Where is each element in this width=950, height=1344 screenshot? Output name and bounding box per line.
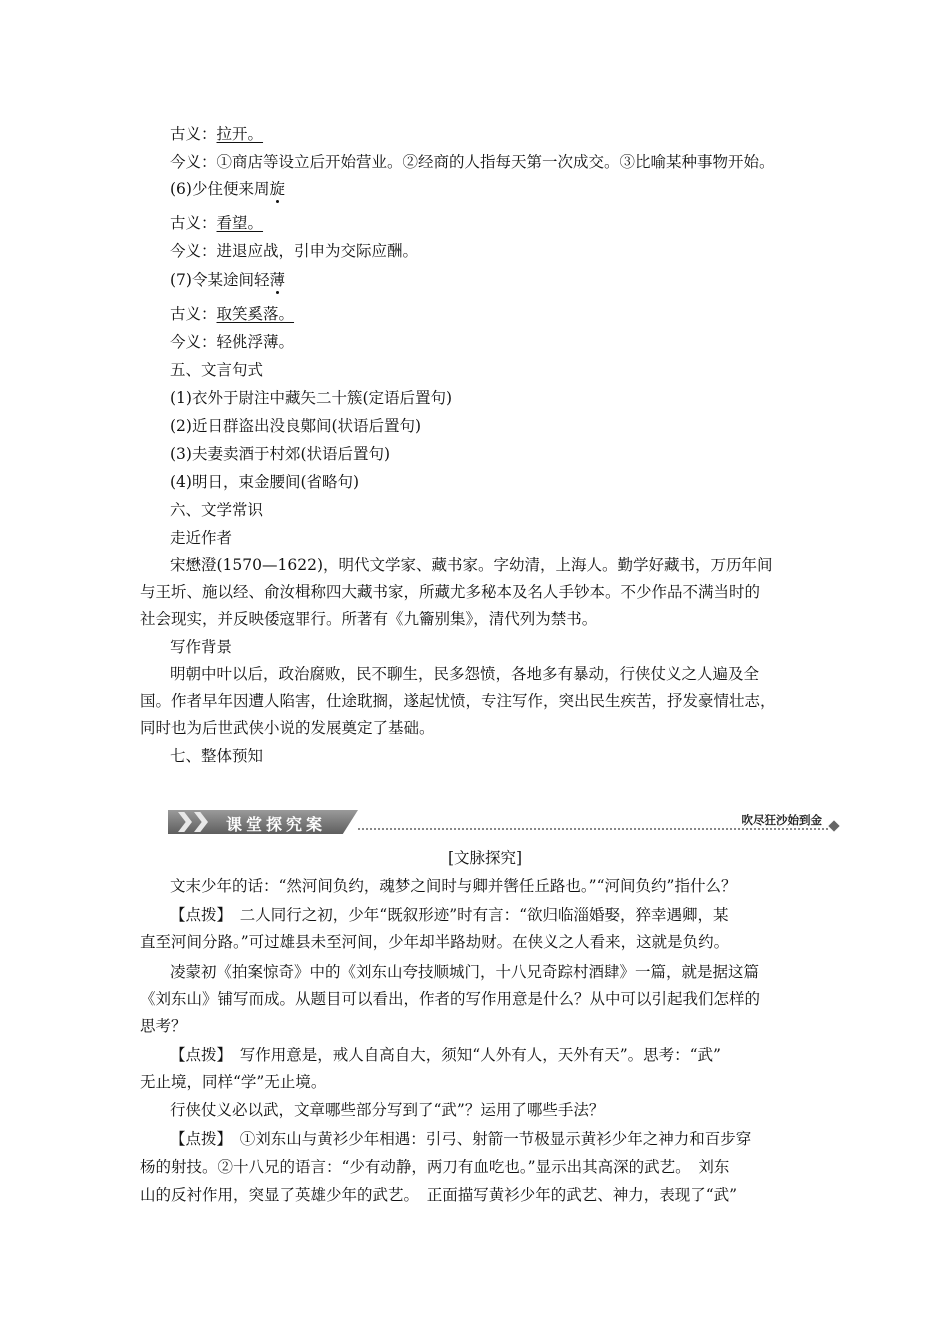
- answer-2-cont: 无止境，同样“学”无止境。: [140, 1073, 327, 1091]
- section-banner: [168, 810, 838, 836]
- gloss-modern-1: 今义：①商店等设立后开始营业。②经商的人指每天第一次成交。③比喻某种事物开始。: [170, 153, 775, 171]
- sentence-1: (1)衣外于尉注中藏矢二十簇(定语后置句): [170, 389, 453, 407]
- question-2-end: 思考？: [140, 1017, 187, 1035]
- background-para-2: 国。作者早年因遭人陷害，仕途耽搁，遂起忧愤，专注写作，突出民生疾苦，抒发豪情壮志，: [140, 692, 776, 710]
- background-para-3: 同时也为后世武侠小说的发展奠定了基础。: [140, 719, 435, 737]
- answer-3-cont: 杨的射技。②十八兄的语言：“少有动静，两刀有血吃也。”显示出其高深的武艺。 刘东: [140, 1158, 730, 1176]
- answer-3-end: 山的反衬作用，突显了英雄少年的武艺。 正面描写黄衫少年的武艺、神力，表现了“武”: [140, 1186, 738, 1204]
- author-para-1: 宋懋澄(1570—1622)，明代文学家、藏书家。字幼清，上海人。勤学好藏书，万历年间: [170, 556, 773, 574]
- answer-3: 【点拨】 ①刘东山与黄衫少年相遇：引弓、射箭一节极显示黄衫少年之神力和百步穿: [170, 1130, 752, 1148]
- question-3: 行侠仗义必以武，文章哪些部分写到了“武”？运用了哪些手法？: [170, 1101, 605, 1119]
- author-para-3: 社会现实，并反映倭寇罪行。所著有《九籥别集》，清代列为禁书。: [140, 610, 598, 628]
- question-1: 文末少年的话：“然河间负约，魂梦之间时与卿并辔任丘路也。”“河间负约”指什么？: [170, 877, 737, 895]
- question-2-cont: 《刘东山》铺写而成。从题目可以看出，作者的写作用意是什么？从中可以引起我们怎样的: [140, 990, 761, 1008]
- gloss-modern-2: 今义：进退应战，引申为交际应酬。: [170, 242, 419, 260]
- banner-title: 课堂探究案: [226, 815, 327, 834]
- sentence-3: (3)夫妻卖酒于村郊(状语后置句): [170, 445, 391, 463]
- heading-7: 七、整体预知: [170, 747, 264, 765]
- heading-5: 五、文言句式: [170, 361, 264, 379]
- answer-2: 【点拨】 写作用意是，戒人自高自大，须知“人外有人，天外有天”。思考：“武”: [170, 1046, 721, 1064]
- diamond-icon: [828, 820, 839, 831]
- answer-1-cont: 直至河间分路。”可过雄县未至河间，少年却半路劫财。在侠义之人看来，这就是负约。: [140, 933, 730, 951]
- banner-slogan: 吹尽狂沙始到金: [741, 813, 822, 827]
- section-heading: [文脉探究]: [447, 849, 523, 867]
- gloss-ancient-2: 古义：看望。: [170, 214, 264, 232]
- answer-1: 【点拨】 二人同行之初，少年“既叙形迹”时有言：“欲归临淄婚娶，猝幸遇卿，某: [170, 906, 729, 924]
- gloss-modern-3: 今义：轻佻浮薄。: [170, 333, 295, 351]
- subheading-author: 走近作者: [170, 529, 233, 547]
- author-para-2: 与王圻、施以经、俞汝楫称四大藏书家，所藏尤多秘本及名人手钞本。不少作品不满当时的: [140, 583, 761, 601]
- heading-6: 六、文学常识: [170, 501, 264, 519]
- question-2: 凌蒙初《拍案惊奇》中的《刘东山夸技顺城门，十八兄奇踪村酒肆》一篇，就是据这篇: [170, 963, 760, 981]
- sentence-2: (2)近日群盗出没良鄚间(状语后置句): [170, 417, 422, 435]
- sentence-4: (4)明日，束金腰间(省略句): [170, 473, 360, 491]
- subheading-background: 写作背景: [170, 638, 233, 656]
- gloss-ancient-1: 古义：拉开。: [170, 125, 264, 143]
- item-6: (6)少住便来周旋: [170, 180, 285, 198]
- item-7: (7)令某途间轻薄: [170, 271, 285, 289]
- gloss-ancient-3: 古义：取笑奚落。: [170, 305, 295, 323]
- background-para-1: 明朝中叶以后，政治腐败，民不聊生，民多怨愤，各地多有暴动，行侠仗义之人遍及全: [170, 665, 760, 683]
